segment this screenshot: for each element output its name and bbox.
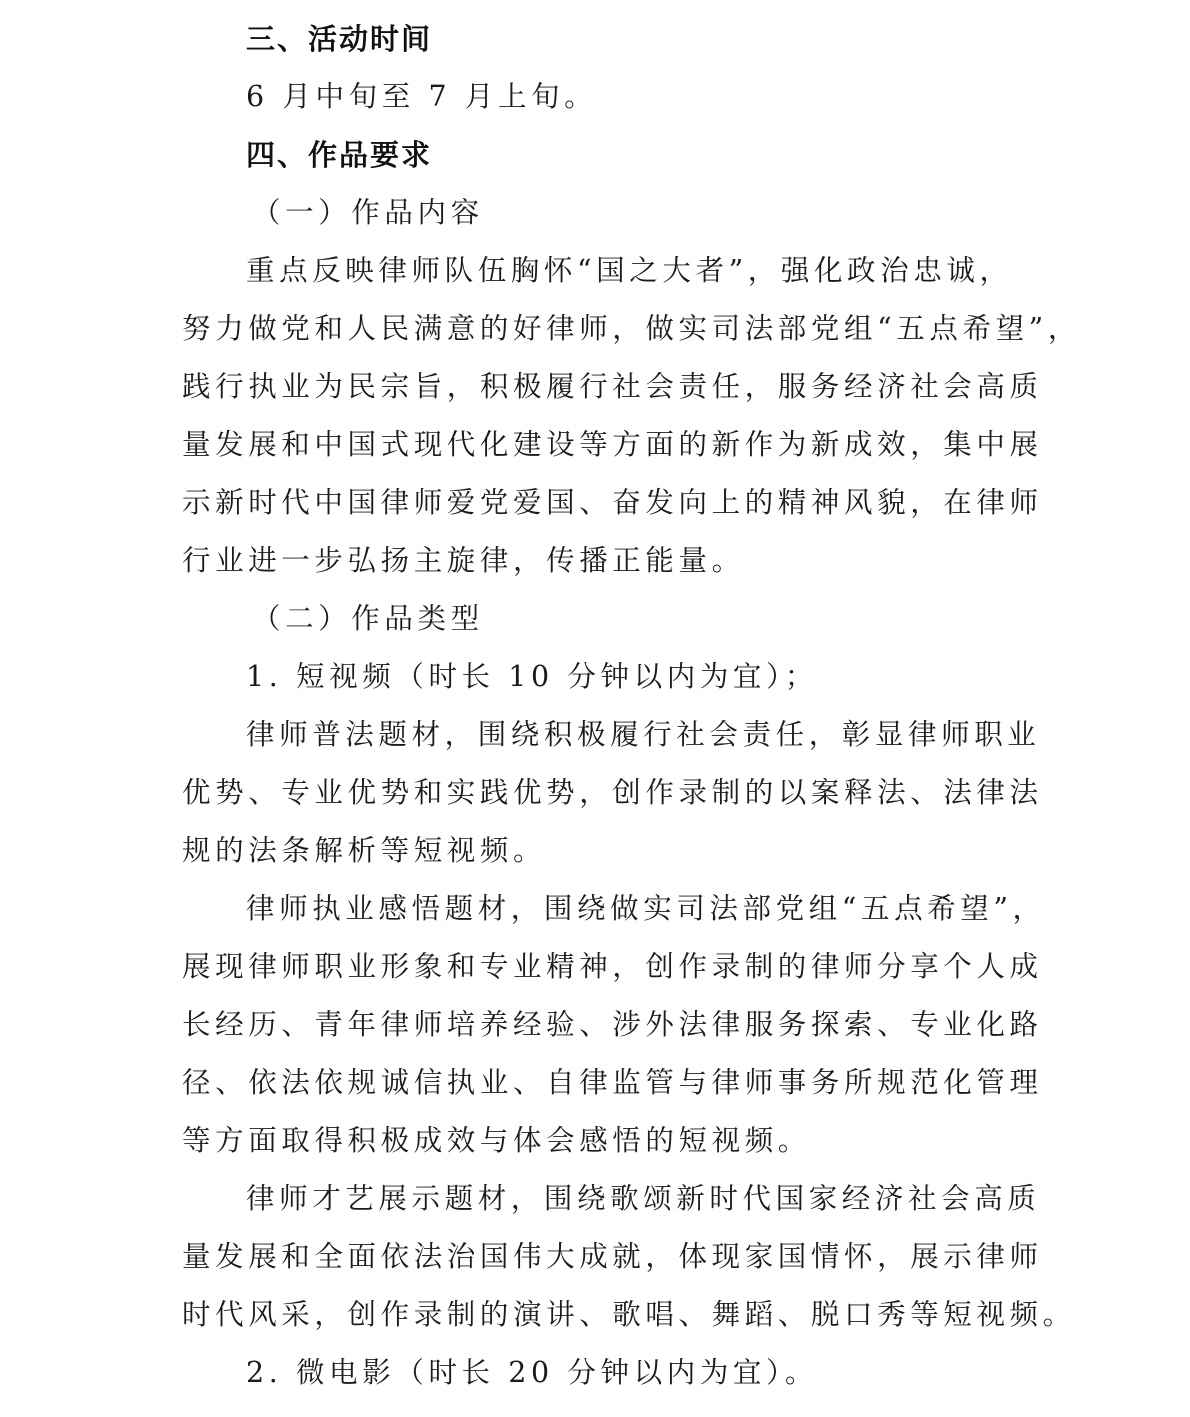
- paragraph-line: 等方面取得积极成效与体会感悟的短视频。: [182, 1124, 811, 1157]
- activity-time-text: 6 月中旬至 7 月上旬。: [246, 80, 598, 113]
- item-1-heading: 1. 短视频（时长 10 分钟以内为宜）；: [246, 660, 818, 693]
- paragraph-line: 时代风采，创作录制的演讲、歌唱、舞蹈、脱口秀等短视频。: [182, 1298, 1076, 1331]
- paragraph-line: 长经历、青年律师培养经验、涉外法律服务探索、专业化路: [182, 1008, 1043, 1041]
- paragraph-line: 优势、专业优势和实践优势，创作录制的以案释法、法律法: [182, 776, 1043, 809]
- subsection-2-heading: （二）作品类型: [252, 602, 484, 635]
- content-line: 努力做党和人民满意的好律师，做实司法部党组“五点希望”，: [182, 312, 1081, 345]
- subsection-1-heading: （一）作品内容: [252, 196, 484, 229]
- section-4-heading: 四、作品要求: [246, 138, 433, 172]
- paragraph-line: 展现律师职业形象和专业精神，创作录制的律师分享个人成: [182, 950, 1043, 983]
- content-line: 重点反映律师队伍胸怀“国之大者”，强化政治忠诚，: [246, 254, 1013, 287]
- content-line: 量发展和中国式现代化建设等方面的新作为新成效，集中展: [182, 428, 1043, 461]
- paragraph-line: 律师执业感悟题材，围绕做实司法部党组“五点希望”，: [246, 892, 1046, 925]
- paragraph-line: 径、依法依规诚信执业、自律监管与律师事务所规范化管理: [182, 1066, 1043, 1099]
- content-line: 行业进一步弘扬主旋律，传播正能量。: [182, 544, 745, 577]
- content-line: 示新时代中国律师爱党爱国、奋发向上的精神风貌，在律师: [182, 486, 1043, 519]
- content-line: 践行执业为民宗旨，积极履行社会责任，服务经济社会高质: [182, 370, 1043, 403]
- paragraph-line: 量发展和全面依法治国伟大成就，体现家国情怀，展示律师: [182, 1240, 1043, 1273]
- paragraph-line: 规的法条解析等短视频。: [182, 834, 547, 867]
- section-3-heading: 三、活动时间: [246, 22, 433, 56]
- paragraph-line: 律师才艺展示题材，围绕歌颂新时代国家经济社会高质: [246, 1182, 1041, 1215]
- paragraph-line: 律师普法题材，围绕积极履行社会责任，彰显律师职业: [246, 718, 1041, 751]
- item-2-heading: 2. 微电影（时长 20 分钟以内为宜）。: [246, 1356, 818, 1389]
